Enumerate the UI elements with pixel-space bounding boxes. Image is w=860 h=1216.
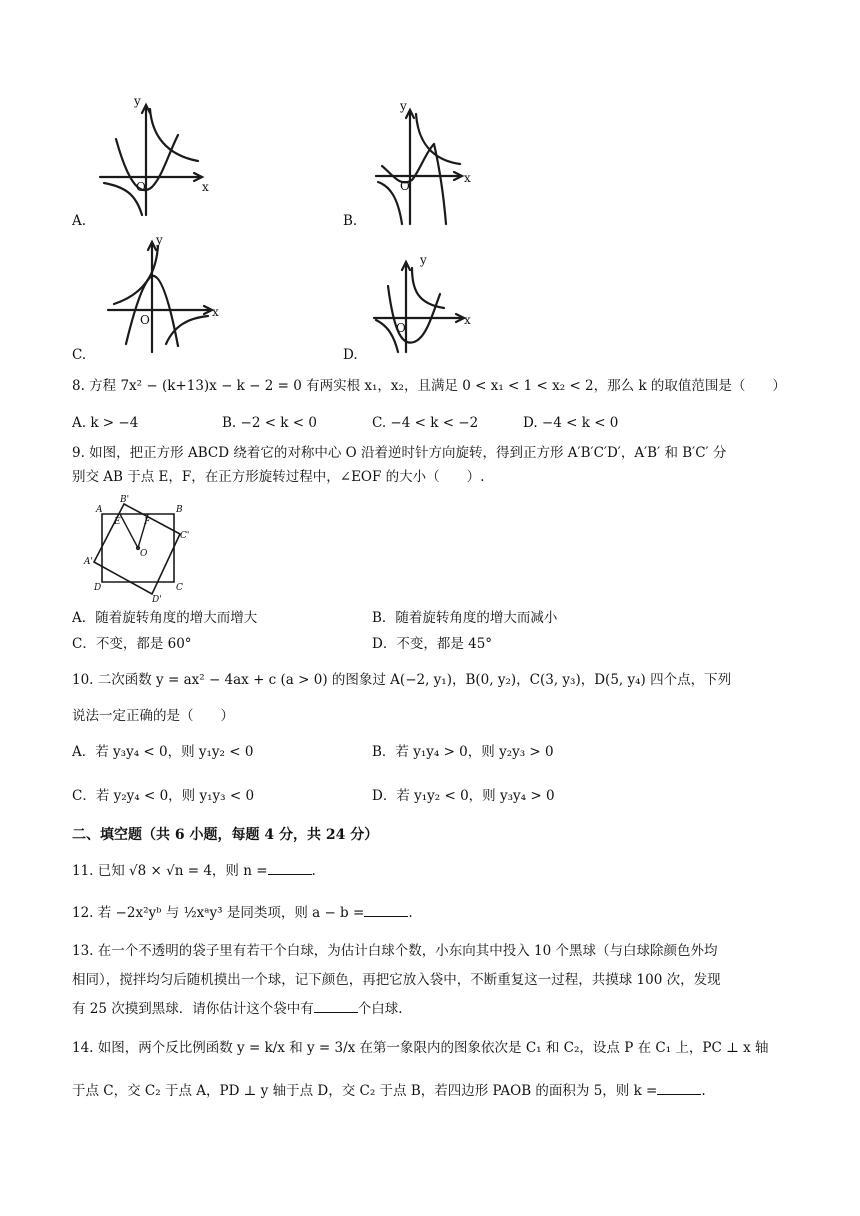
parabola-arm (434, 144, 446, 224)
question-11-text: 11. 已知 √8 × √n = 4，则 n = (72, 863, 268, 879)
question-13-line1: 13. 在一个不透明的袋子里有若干个白球，为估计白球个数，小东向其中投入 10 个黑球（与白球除颜色外均 (72, 943, 718, 959)
label-b: B (176, 505, 183, 515)
question-14-line1: 14. 如图，两个反比例函数 y = k/x 和 y = 3/x 在第一象限内的图象依次是 C₁ 和 C₂，设点 P 在 C₁ 上，PC ⊥ x 轴 (72, 1040, 769, 1056)
y-label: y (420, 253, 427, 267)
question-12-end: . (408, 905, 413, 921)
label-c: C (176, 583, 183, 593)
x-label: x (464, 171, 471, 185)
question-12-text: 12. 若 −2x²yᵇ 与 ½xᵃy³ 是同类项，则 a − b = (72, 905, 365, 921)
q8-option-c[interactable]: C. −4 < k < −2 (372, 415, 479, 431)
q9-option-a[interactable]: A．随着旋转角度的增大而增大 (72, 610, 258, 626)
origin-label: O (400, 179, 410, 193)
q8-option-b[interactable]: B. −2 < k < 0 (222, 415, 317, 431)
question-8-stem: 8. 方程 7x² − (k+13)x − k − 2 = 0 有两实根 x₁，x₂，且满足 0 < x₁ < 1 < x₂ < 2，那么 k 的取值范围是（ ） (72, 378, 786, 394)
x-label: x (212, 305, 219, 319)
q9-option-d[interactable]: D．不变，都是 45° (372, 636, 493, 652)
x-label: x (464, 313, 471, 327)
rotated-squares-figure (80, 492, 190, 605)
answer-blank[interactable] (657, 1082, 701, 1095)
hyperbola-branch (378, 182, 402, 224)
hyperbola-branch (150, 109, 198, 161)
label-d: D (94, 583, 102, 593)
y-label: y (156, 233, 163, 247)
y-label: y (134, 94, 141, 108)
label-o: O (140, 549, 148, 559)
question-10-stem-line1: 10. 二次函数 y = ax² − 4ax + c (a > 0) 的图象过 A(−2, y₁)，B(0, y₂)，C(3, y₃)，D(5, y₄) 四个点，下列 (72, 672, 732, 688)
origin-label: O (140, 313, 150, 327)
q9-option-b[interactable]: B．随着旋转角度的增大而减小 (372, 610, 558, 626)
answer-blank[interactable] (314, 1000, 358, 1013)
question-10-stem-line2: 说法一定正确的是（ ） (72, 708, 234, 724)
q8-option-d[interactable]: D. −4 < k < 0 (523, 415, 619, 431)
label-e: E (114, 517, 121, 527)
q10-option-d[interactable]: D．若 y₁y₂ < 0，则 y₃y₄ > 0 (372, 788, 555, 804)
question-11-end: . (311, 863, 316, 879)
origin-label: O (136, 180, 146, 194)
section-2-heading: 二、填空题（共 6 小题，每题 4 分，共 24 分） (72, 827, 379, 843)
label-b-prime: B' (120, 495, 130, 505)
graph-option-d (370, 253, 474, 356)
label-a: A (96, 505, 103, 515)
graph-option-b (372, 100, 482, 230)
label-a-prime: A' (84, 557, 93, 567)
origin-label: O (396, 321, 406, 335)
q10-option-b[interactable]: B．若 y₁y₄ > 0，则 y₂y₃ > 0 (372, 744, 554, 760)
y-label: y (400, 99, 407, 113)
question-13-line2: 相同），搅拌均匀后随机摸出一个球，记下颜色，再把它放入袋中，不断重复这一过程，共摸球 100 次，发现 (72, 972, 721, 988)
option-c-label[interactable]: C. (72, 347, 87, 363)
label-f: F (144, 517, 151, 527)
answer-blank[interactable] (268, 862, 312, 875)
graph-option-a (96, 95, 216, 220)
option-b-label[interactable]: B. (343, 213, 358, 229)
label-c-prime: C' (180, 531, 190, 541)
question-14-line2-pre: 于点 C，交 C₂ 于点 A，PD ⊥ y 轴于点 D，交 C₂ 于点 B，若四边形 PAOB 的面积为 5，则 k = (72, 1083, 658, 1099)
hyperbola-branch (416, 114, 460, 164)
segment-oe (120, 514, 138, 548)
q10-option-a[interactable]: A．若 y₃y₄ < 0，则 y₁y₂ < 0 (72, 744, 254, 760)
q10-option-c[interactable]: C．若 y₂y₄ < 0，则 y₁y₃ < 0 (72, 788, 255, 804)
question-13-line3-post: 个白球. (357, 1001, 403, 1017)
question-12 (72, 904, 413, 922)
x-label: x (202, 180, 209, 194)
question-11 (72, 862, 316, 880)
hyperbola-branch (412, 268, 444, 308)
answer-blank[interactable] (364, 904, 408, 917)
question-14-line2 (72, 1082, 706, 1100)
option-d-label[interactable]: D. (343, 347, 358, 363)
option-a-label[interactable]: A. (72, 213, 87, 229)
q9-option-c[interactable]: C．不变，都是 60° (72, 636, 192, 652)
question-13-line3 (72, 1000, 403, 1018)
label-d-prime: D' (152, 595, 162, 605)
question-9-stem-line2: 别交 AB 于点 E，F，在正方形旋转过程中，∠EOF 的大小（ ）. (72, 469, 485, 485)
graph-option-c (104, 234, 224, 356)
question-9-stem-line1: 9. 如图，把正方形 ABCD 绕着它的对称中心 O 沿着逆时针方向旋转，得到正方形 A′B′C′D′，A′B′ 和 B′C′ 分 (72, 445, 727, 461)
question-14-line2-post: . (701, 1083, 706, 1099)
question-13-line3-pre: 有 25 次摸到黑球．请你估计这个袋中有 (72, 1001, 314, 1017)
q8-option-a[interactable]: A. k > −4 (72, 415, 139, 431)
